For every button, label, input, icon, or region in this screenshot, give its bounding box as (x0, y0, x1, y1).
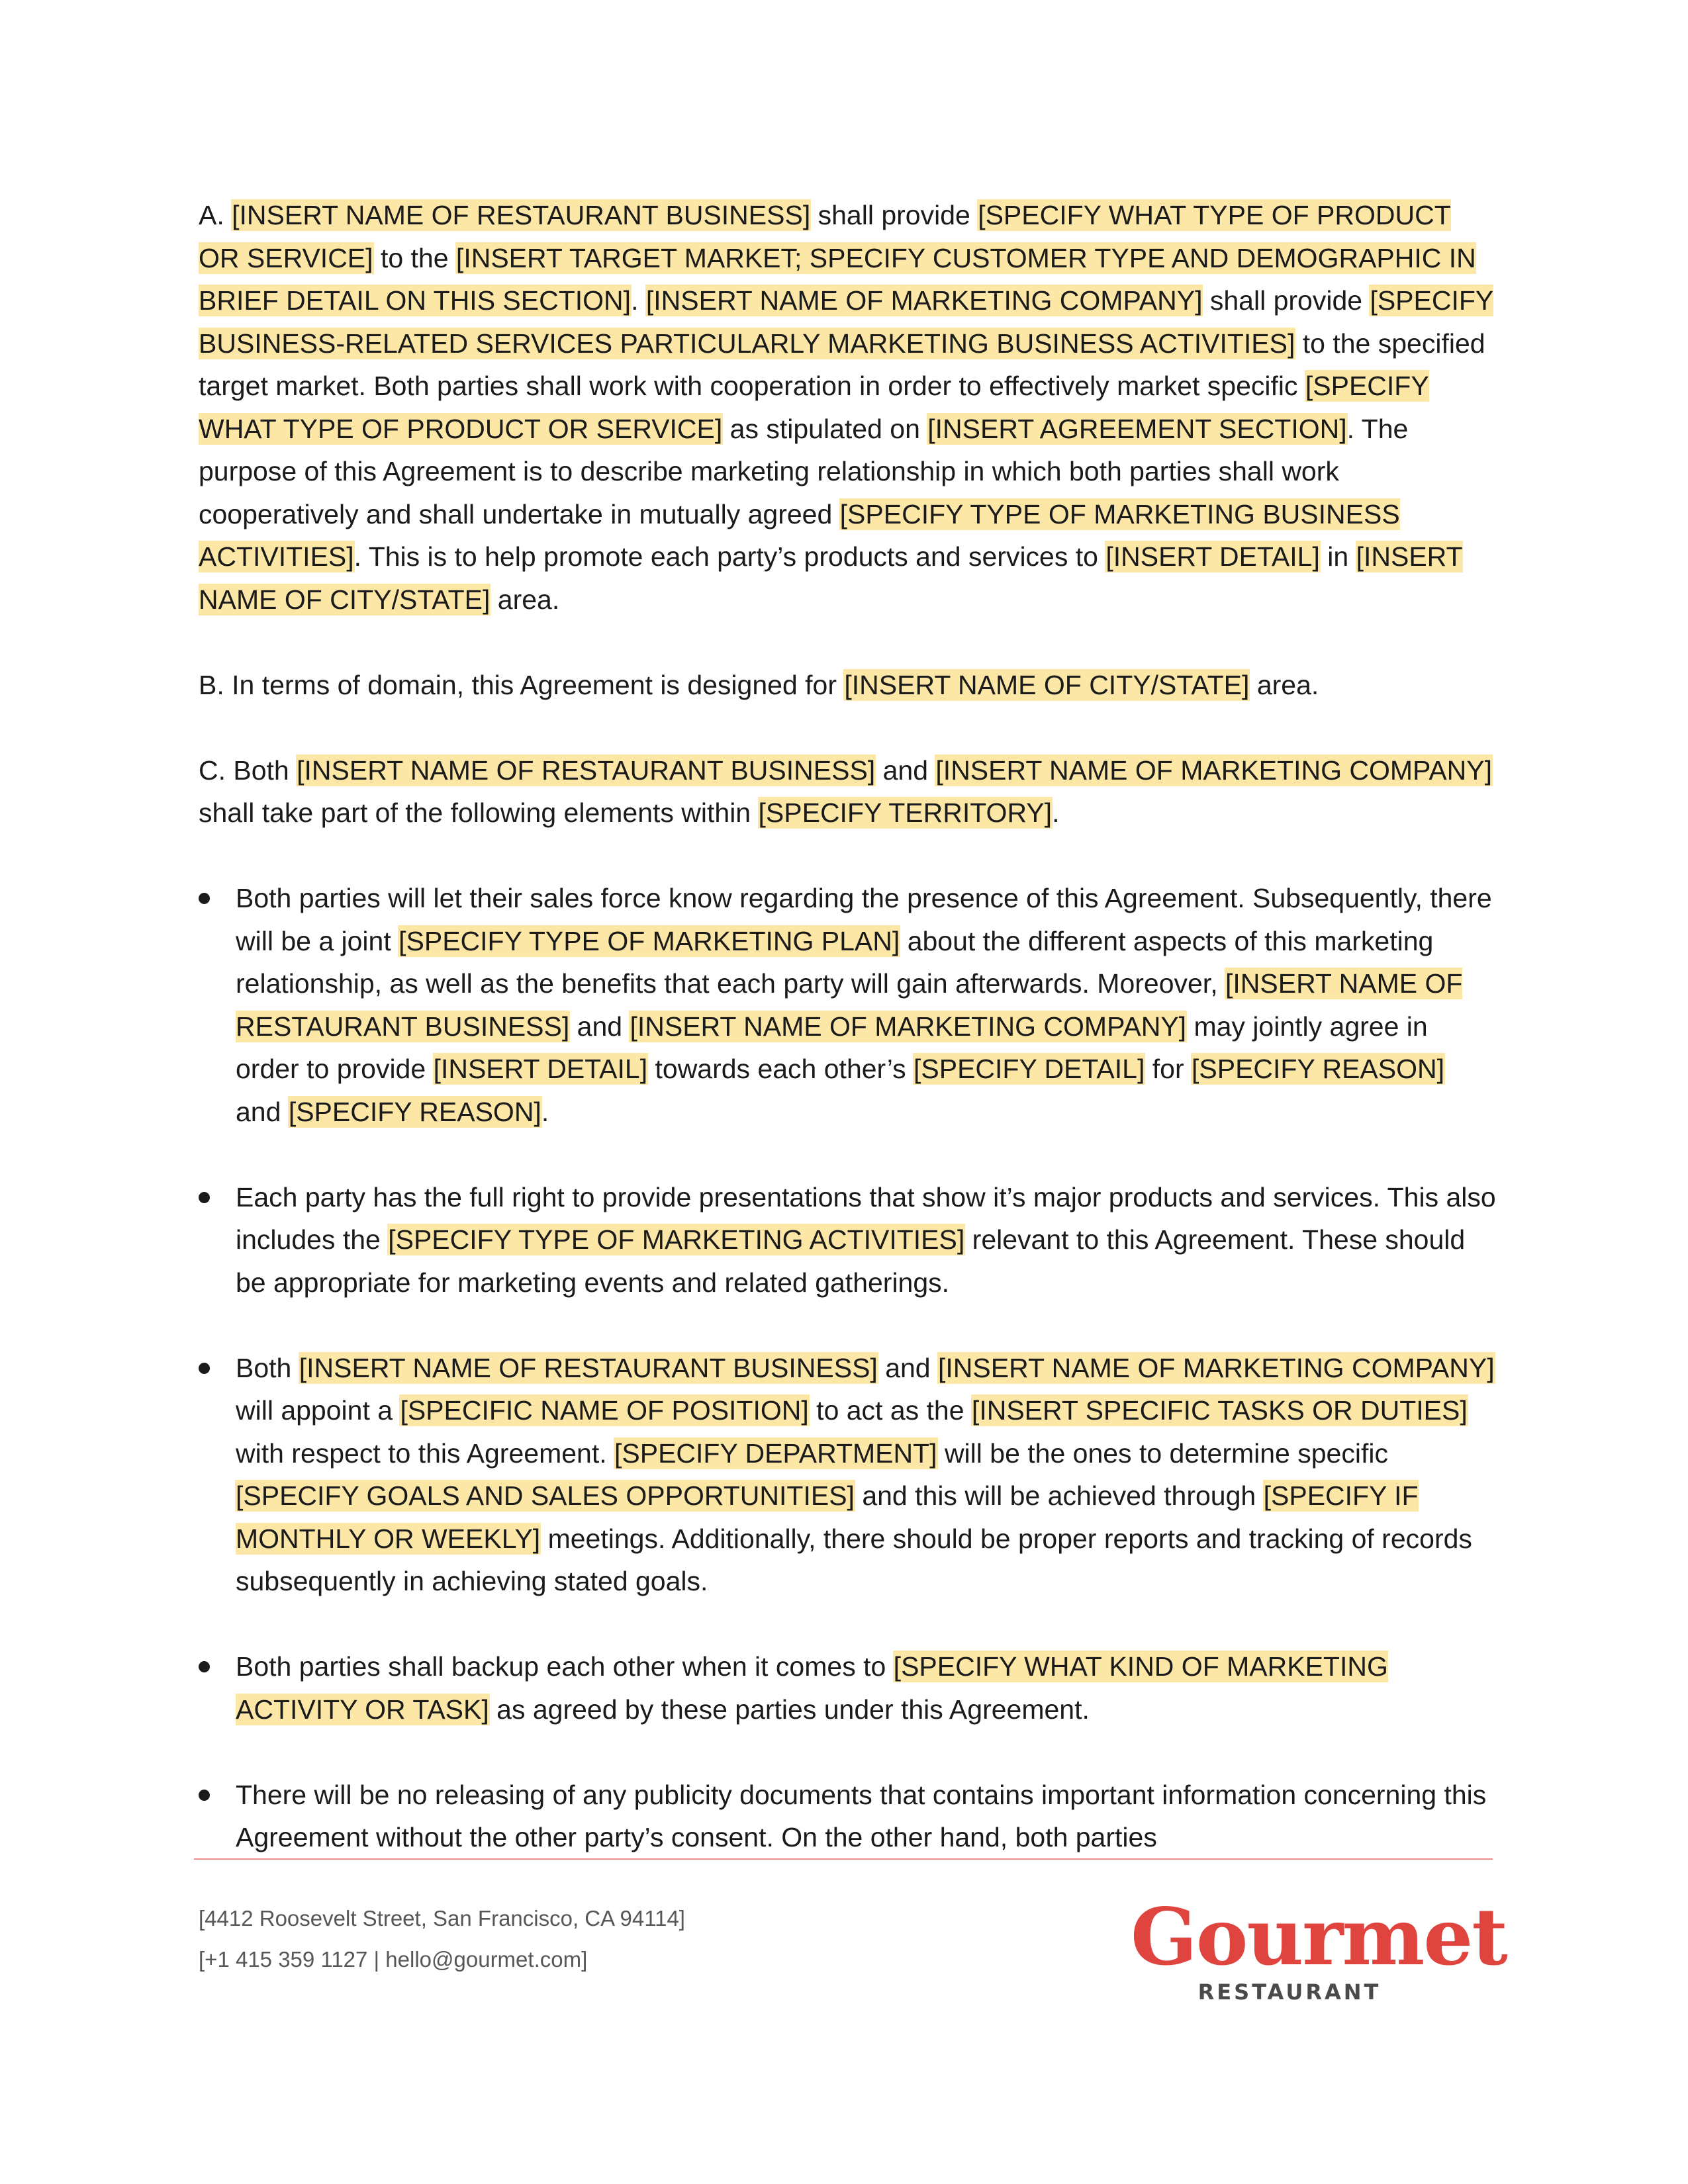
section-c-paragraph (199, 749, 1496, 835)
footer-phone-email: [+1 415 359 1127 | hello@gourmet.com] (199, 1947, 588, 1972)
list-item-text (236, 883, 1492, 1127)
body-text: A. (199, 200, 232, 230)
body-text: and this will be achieved through (854, 1480, 1264, 1511)
body-text: with respect to this Agreement. (236, 1437, 614, 1469)
body-text: in (1319, 541, 1356, 572)
body-text: as stipulated on (722, 413, 928, 444)
placeholder-field: [INSERT NAME OF MARKETING COMPANY] (630, 1011, 1187, 1042)
body-text: area. (1249, 669, 1319, 700)
placeholder-field: [SPECIFY REASON] (1192, 1054, 1445, 1084)
body-text: Each party has the full right to provide presentations that show it’s major products and services. This also includes the (236, 1181, 1496, 1255)
body-text: and (236, 1096, 289, 1127)
body-text: and (569, 1011, 630, 1042)
body-text: shall provide (810, 200, 978, 230)
placeholder-field: [SPECIFIC NAME OF POSITION] (400, 1395, 809, 1426)
list-item-text (236, 1182, 1496, 1298)
body-text: to the specified target market. Both parties shall work with cooperation in order to effectively market specific (199, 328, 1485, 401)
body-text: . This is to help promote each party’s products and services to (353, 541, 1106, 572)
list-item (199, 1774, 1496, 1859)
bullet-icon (199, 1192, 210, 1203)
body-text: meetings. Additionally, there should be proper reports and tracking of records subsequently in achieving stated goals. (236, 1523, 1472, 1596)
list-item-text (236, 1780, 1486, 1853)
placeholder-field: [SPECIFY GOALS AND SALES OPPORTUNITIES] (236, 1480, 855, 1511)
body-text: and (877, 1352, 939, 1383)
list-item-text (236, 1353, 1495, 1597)
body-text: Both parties will let their sales force know regarding the presence of this Agreement. Subsequently, there will be a joint (236, 883, 1492, 956)
body-text: relevant to this Agreement. These should be appropriate for marketing events and related gatherings. (236, 1224, 1466, 1298)
body-text: . (1052, 797, 1060, 828)
body-text: . (541, 1096, 549, 1127)
body-text: Both (236, 1352, 299, 1383)
placeholder-field: [INSERT AGREEMENT SECTION] (927, 413, 1347, 444)
body-text: shall take part of the following elements within (199, 797, 759, 828)
placeholder-field: [SPECIFY DEPARTMENT] (614, 1437, 937, 1469)
body-text: B. In terms of domain, this Agreement is designed for (199, 669, 845, 700)
placeholder-field: [INSERT NAME OF RESTAURANT BUSINESS] (299, 1352, 878, 1383)
placeholder-field: [SPECIFY IF MONTHLY OR WEEKLY] (236, 1480, 1419, 1554)
placeholder-field: [SPECIFY WHAT TYPE OF PRODUCT OR SERVICE] (199, 371, 1429, 444)
section-a-paragraph (199, 194, 1496, 621)
body-text: to act as the (808, 1395, 972, 1426)
body-text: . The purpose of this Agreement is to describe marketing relationship in which both parties shall work cooperatively and shall undertake in mutually agreed (199, 413, 1409, 529)
bullet-icon (199, 893, 210, 904)
placeholder-field: [INSERT NAME OF CITY/STATE] (844, 669, 1250, 700)
section-b-paragraph (199, 664, 1496, 707)
placeholder-field: [SPECIFY WHAT TYPE OF PRODUCT OR SERVICE] (199, 200, 1451, 273)
placeholder-field: [INSERT SPECIFIC TASKS OR DUTIES] (971, 1395, 1468, 1426)
list-item (199, 1176, 1496, 1304)
placeholder-field: [INSERT NAME OF CITY/STATE] (199, 541, 1463, 615)
footer-divider (194, 1858, 1493, 1860)
placeholder-field: [SPECIFY REASON] (288, 1096, 541, 1127)
placeholder-field: [INSERT NAME OF RESTAURANT BUSINESS] (232, 200, 811, 230)
placeholder-field: [SPECIFY TYPE OF MARKETING BUSINESS ACTIVITIES] (199, 498, 1400, 572)
body-text: will appoint a (236, 1395, 400, 1426)
placeholder-field: [SPECIFY TYPE OF MARKETING PLAN] (399, 925, 900, 956)
elements-bullet-list (199, 877, 1496, 1859)
body-text: C. Both (199, 754, 297, 786)
placeholder-field: [INSERT DETAIL] (1105, 541, 1320, 572)
placeholder-field: [SPECIFY TERRITORY] (758, 797, 1053, 828)
placeholder-field: [SPECIFY BUSINESS-RELATED SERVICES PARTICULARLY MARKETING BUSINESS ACTIVITIES] (199, 285, 1494, 359)
placeholder-field: [INSERT NAME OF MARKETING COMPANY] (645, 285, 1203, 316)
body-text: for (1145, 1054, 1192, 1084)
placeholder-field: [INSERT DETAIL] (433, 1054, 648, 1084)
body-text: . (631, 285, 646, 316)
document-body (199, 194, 1496, 1859)
placeholder-field: [SPECIFY TYPE OF MARKETING ACTIVITIES] (388, 1224, 965, 1255)
placeholder-field: [INSERT NAME OF RESTAURANT BUSINESS] (236, 968, 1463, 1042)
body-text: There will be no releasing of any publicity documents that contains important information concerning this Agreement without the other party’s consent. On the other hand, both parties (236, 1779, 1487, 1852)
body-text: Both parties shall backup each other when it comes to (236, 1651, 894, 1682)
body-text: may jointly agree in order to provide (236, 1011, 1428, 1084)
list-item (199, 877, 1496, 1133)
footer-contact-block (199, 1898, 685, 1980)
placeholder-field: [INSERT TARGET MARKET; SPECIFY CUSTOMER TYPE AND DEMOGRAPHIC IN BRIEF DETAIL ON THIS SECTION] (199, 242, 1476, 316)
list-item (199, 1347, 1496, 1603)
list-item (199, 1645, 1496, 1731)
body-text: and (875, 754, 936, 786)
list-item-text (236, 1651, 1388, 1725)
placeholder-field: [INSERT NAME OF MARKETING COMPANY] (935, 754, 1493, 786)
body-text: area. (490, 584, 560, 615)
body-text: shall provide (1202, 285, 1370, 316)
gourmet-restaurant-logo (1131, 1891, 1507, 2013)
footer-address: [4412 Roosevelt Street, San Francisco, CA 94114] (199, 1906, 685, 1931)
bullet-icon (199, 1661, 210, 1672)
placeholder-field: [INSERT NAME OF RESTAURANT BUSINESS] (297, 754, 876, 786)
body-text: will be the ones to determine specific (937, 1437, 1388, 1469)
placeholder-field: [SPECIFY DETAIL] (913, 1054, 1145, 1084)
placeholder-field: [INSERT NAME OF MARKETING COMPANY] (938, 1352, 1495, 1383)
body-text: as agreed by these parties under this Agreement. (489, 1694, 1090, 1725)
logo-wordmark: Gourmet (1131, 1891, 1507, 1983)
body-text: towards each other’s (647, 1054, 914, 1084)
placeholder-field: [SPECIFY WHAT KIND OF MARKETING ACTIVITY OR TASK] (236, 1651, 1388, 1725)
logo-tagline: RESTAURANT (1197, 1979, 1382, 2005)
body-text: about the different aspects of this marketing relationship, as well as the benefits that each party will gain afterwards. Moreover, (236, 925, 1434, 999)
bullet-icon (199, 1363, 210, 1374)
body-text: to the (373, 242, 456, 273)
bullet-icon (199, 1790, 210, 1801)
